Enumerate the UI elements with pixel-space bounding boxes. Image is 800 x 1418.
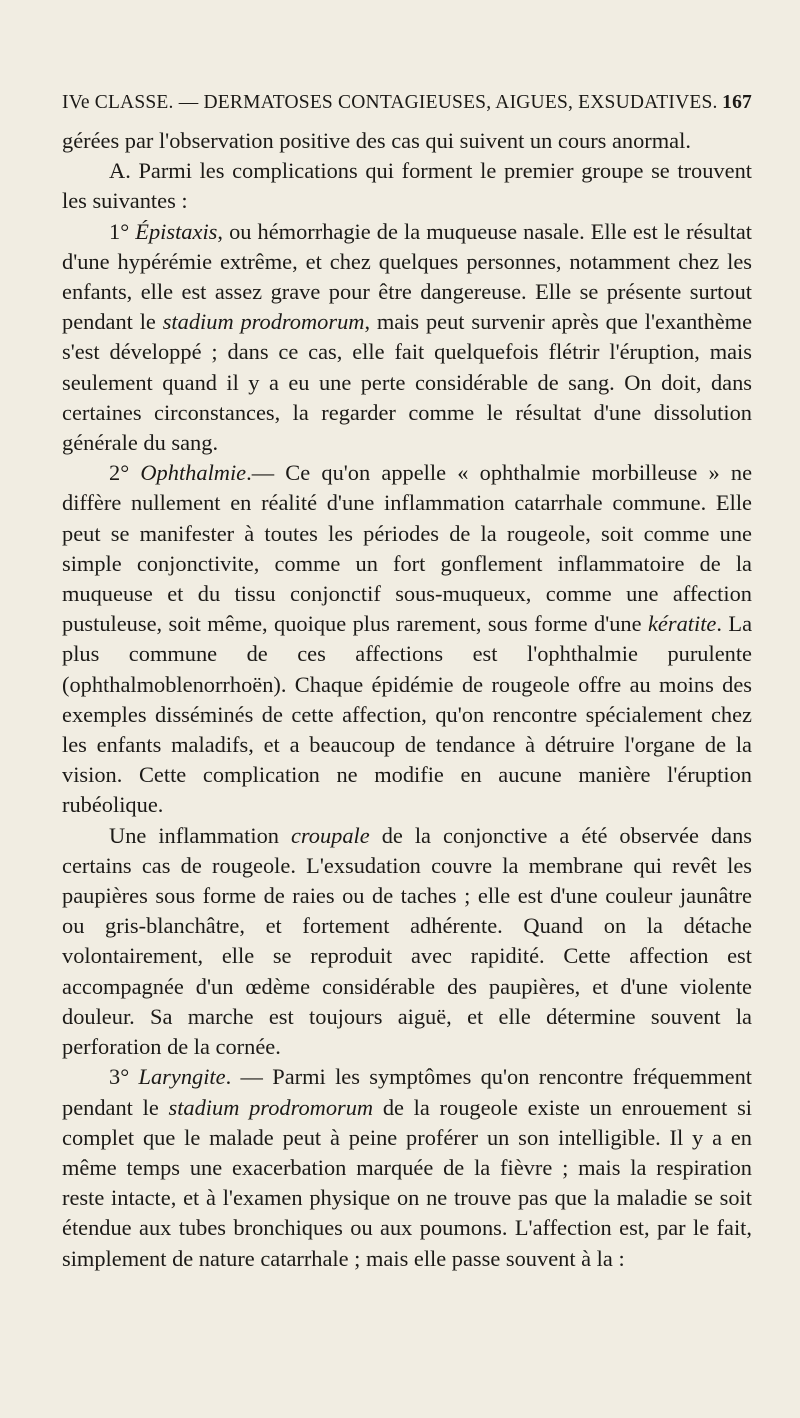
paragraph-ophthalmie (62, 458, 752, 820)
item-number: 3° (109, 1064, 139, 1090)
paragraph-text: de la conjonctive a été observée dans certains cas de rougeole. L'exsudation couvre la membrane qui revêt les paupières sous forme de raies ou de taches ; elle est d'une couleur jaunâtre ou gris-blanchâtre, et fortement adhérente. Quand on la détache volontairement, elle se reproduit avec rapidité. Cette affection est accompagnée d'un œdème considérable des paupières, et d'une violente douleur. Sa marche est toujours aiguë, et elle détermine souvent la perforation de la cornée. (62, 822, 753, 1060)
item-term: Épistaxis (135, 218, 218, 244)
latin-term: stadium prodromorum (162, 309, 365, 335)
paragraph-text: .— Ce qu'on appelle « ophthalmie morbilleuse » ne diffère nullement en réalité d'une inflammation catarrhale commune. Elle peut se manifester à toutes les périodes de la rougeole, soit comme une simple conjonctivite, comme un fort gonflement inflammatoire de la muqueuse et du tissu conjonctif sous-muqueux, comme une affection pustuleuse, soit même, quoique plus rarement, sous forme d'une (62, 460, 753, 637)
body-text (62, 126, 752, 1274)
page-number: 167 (722, 92, 752, 113)
italic-term: kératite (647, 611, 717, 637)
paragraph-text: de la rougeole existe un enrouement si complet que le malade peut à peine proférer un son intelligible. Il y a en même temps une exacerbation marquée de la fièvre ; mais la respiration reste intacte, et à l'examen physique on ne trouve pas que la maladie se soit étendue aux tubes bronchiques ou aux poumons. L'affection est, par le fait, simplement de nature catarrhale ; mais elle passe souvent à la : (62, 1094, 753, 1271)
paragraph-laryngite (62, 1062, 752, 1273)
paragraph-text: , mais peut survenir après que l'exanthème s'est développé ; dans ce cas, elle fait quelquefois flétrir l'éruption, mais seulement quand il y a eu une perte considérable de sang. On doit, dans certaines circonstances, la regarder comme le résultat d'une dissolution générale du sang. (62, 309, 753, 456)
paragraph-text: . La plus commune de ces affections est l'ophthalmie purulente (ophthalmoblenorrhoën). Chaque épidémie de rougeole offre au moins des exemples disséminés de cette affection, qu'on rencontre spécialement chez les enfants maladifs, et a beaucoup de tendance à détruire l'organe de la vision. Cette complication ne modifie en aucune manière l'éruption rubéolique. (62, 611, 753, 818)
running-head-title: IVe CLASSE. — DERMATOSES CONTAGIEUSES, AIGUES, EXSUDATIVES. (62, 92, 718, 113)
paragraph-group-a-intro: A. Parmi les complications qui forment le premier groupe se trouvent les suivantes : (62, 158, 752, 214)
paragraph-text: . — Parmi les symptômes qu'on rencontre fréquemment pendant le (62, 1064, 752, 1120)
item-term: Ophthalmie (140, 460, 247, 486)
paragraph-epistaxis (62, 217, 752, 459)
italic-term: croupale (290, 822, 370, 848)
paragraph-text: Une inflammation (109, 822, 291, 848)
item-number: 2° (109, 460, 141, 486)
paragraph-text: , ou hémorrhagie de la muqueuse nasale. Elle est le résultat d'une hypérémie extrême, et chez quelques personnes, notamment chez les enfants, elle est assez grave pour être dangereuse. Elle se présente surtout pendant le (62, 218, 752, 335)
paragraph-croupale (62, 821, 752, 1063)
item-term: Laryngite (138, 1064, 226, 1090)
paragraph-continuation: gérées par l'observation positive des cas qui suivent un cours anormal. (62, 128, 691, 153)
running-head (62, 92, 752, 120)
item-number: 1° (109, 218, 136, 244)
latin-term: stadium prodromorum (168, 1094, 374, 1120)
